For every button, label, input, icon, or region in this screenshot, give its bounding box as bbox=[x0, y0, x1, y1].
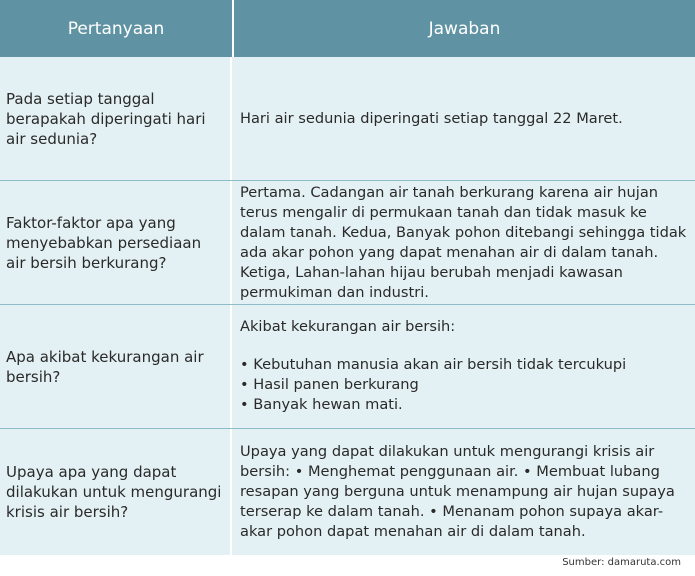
header-answer: Jawaban bbox=[234, 0, 695, 57]
table-header bbox=[0, 0, 695, 57]
question-cell: Faktor-faktor apa yang menyebabkan persediaan air bersih berkurang? bbox=[0, 181, 232, 304]
answer-cell: Pertama. Cadangan air tanah berkurang karena air hujan terus mengalir di permukaan tanah dan tidak masuk ke dalam tanah. Kedua, Banyak pohon ditebangi sehingga tidak ada akar pohon yang dapat menahan air di dalam tanah. Ketiga, Lahan-lahan hijau berubah menjadi kawasan permukiman dan industri. bbox=[240, 183, 687, 301]
header-question: Pertanyaan bbox=[0, 0, 232, 57]
answer-bullet: • Hasil panen berkurang bbox=[240, 376, 419, 393]
table-row bbox=[0, 57, 695, 181]
source-credit: Sumber: damaruta.com bbox=[562, 557, 681, 568]
table-row bbox=[0, 305, 695, 429]
answer-cell bbox=[232, 305, 695, 428]
question-cell: Apa akibat kekurangan air bersih? bbox=[0, 305, 232, 428]
answer-cell: Upaya yang dapat dilakukan untuk mengurangi krisis air bersih: • Menghemat penggunaan air. • Membuat lubang resapan yang berguna untuk menampung air hujan supaya terserap ke dalam tanah. • Menanam pohon supaya akar-akar pohon dapat menahan air di dalam tanah. bbox=[240, 443, 675, 540]
question-cell: Upaya apa yang dapat dilakukan untuk mengurangi krisis air bersih? bbox=[0, 429, 232, 555]
answer-bullet: • Kebutuhan manusia akan air bersih tidak tercukupi bbox=[240, 356, 627, 373]
question-cell: Pada setiap tanggal berapakah diperingati hari air sedunia? bbox=[0, 57, 232, 180]
answer-bullet: • Banyak hewan mati. bbox=[240, 396, 403, 413]
table-row bbox=[0, 181, 695, 305]
answer-intro: Akibat kekurangan air bersih: bbox=[240, 318, 456, 335]
answer-cell: Hari air sedunia diperingati setiap tanggal 22 Maret. bbox=[240, 109, 623, 127]
table-row bbox=[0, 429, 695, 555]
